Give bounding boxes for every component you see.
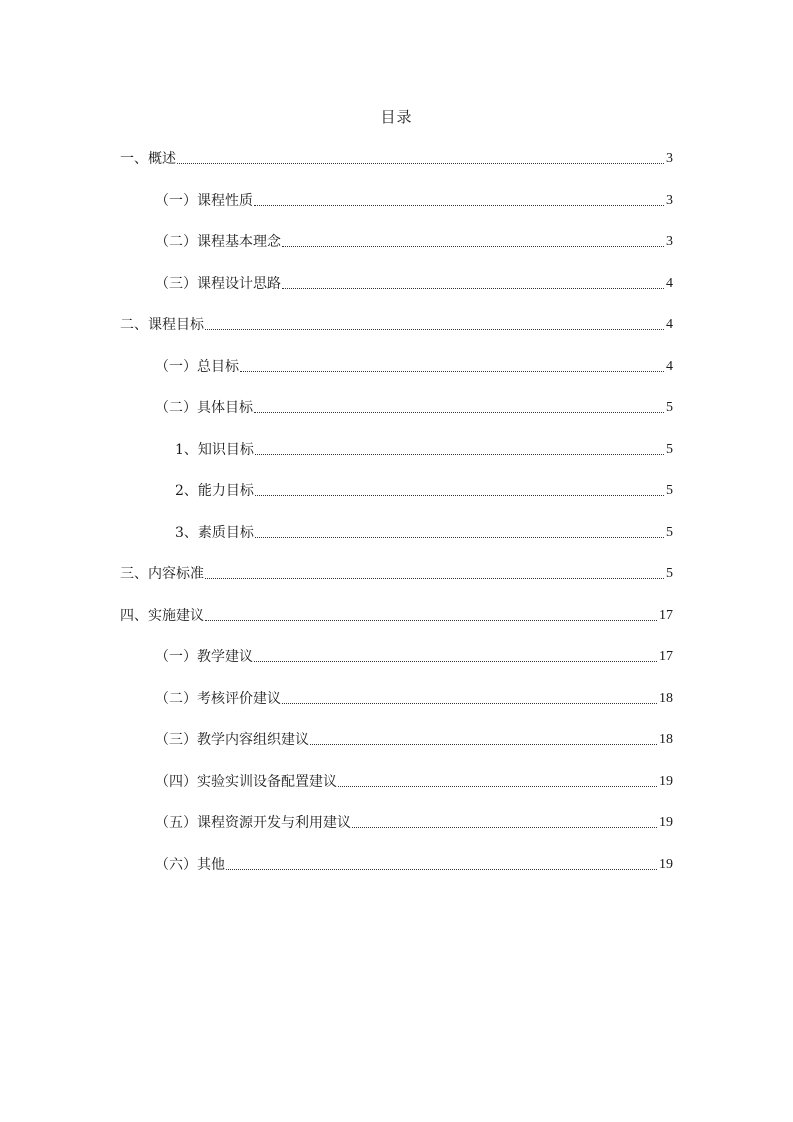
toc-entry-knowledge-goals[interactable] [175,439,673,461]
toc-entry-page: 3 [666,234,673,249]
toc-entry-label: 3、素质目标 [175,524,254,541]
toc-entry-specific-goals[interactable] [155,397,673,419]
toc-entry-label: （四）实验实训设备配置建议 [155,773,337,790]
dot-leader [282,246,664,247]
toc-entry-lab-equipment[interactable] [155,771,673,793]
toc-entry-label: （三）教学内容组织建议 [155,732,309,748]
toc-entry-label: 一、概述 [120,151,176,167]
dot-leader [254,205,664,206]
toc-entry-page: 18 [659,690,673,706]
toc-entry-page: 3 [666,151,673,166]
toc-entry-page: 3 [666,192,673,208]
toc-entry-label: 三、内容标准 [120,566,204,582]
dot-leader [205,578,664,579]
toc-entry-implementation[interactable] [120,605,673,627]
dot-leader [240,371,664,372]
toc-entry-page: 5 [666,566,673,581]
toc-entry-course-design[interactable] [155,273,673,295]
dot-leader [254,661,657,662]
dot-leader [338,786,657,787]
toc-entry-label: （一）教学建议 [155,649,253,665]
dot-leader [255,454,664,455]
toc-entry-content-standards[interactable] [120,563,673,585]
toc-entry-label: （六）其他 [155,856,225,873]
dot-leader [205,620,657,621]
toc-entry-page: 5 [666,400,673,415]
dot-leader [282,703,657,704]
toc-entry-quality-goals[interactable] [175,522,673,544]
toc-entry-label: （一）总目标 [155,358,239,375]
toc-title: 目录 [380,108,413,126]
toc-entry-course-philosophy[interactable] [155,231,673,253]
dot-leader [255,537,664,538]
toc-entry-page: 17 [659,607,673,623]
toc-entry-page: 19 [659,815,673,830]
toc-entry-overview[interactable] [120,148,673,170]
toc-entry-label: （五）课程资源开发与利用建议 [155,815,351,831]
dot-leader [226,869,657,870]
toc-entry-overall-goal[interactable] [155,356,673,378]
toc-entry-teaching[interactable] [155,646,673,668]
dot-leader [282,288,664,289]
toc-entry-label: 四、实施建议 [120,607,204,624]
toc-entry-label: （二）考核评价建议 [155,690,281,707]
toc-entry-course-goals[interactable] [120,314,673,336]
dot-leader [255,495,664,496]
toc-entry-label: （一）课程性质 [155,192,253,209]
toc-entry-page: 17 [659,649,673,664]
toc-entry-assessment[interactable] [155,688,673,710]
toc-entry-label: （二）具体目标 [155,400,253,416]
dot-leader [310,744,657,745]
dot-leader [205,329,664,330]
toc-entry-label: （三）课程设计思路 [155,275,281,292]
dot-leader [254,412,664,413]
toc-entry-course-nature[interactable] [155,190,673,212]
toc-entry-page: 5 [666,524,673,540]
dot-leader [352,827,657,828]
toc-entry-page: 19 [659,856,673,872]
toc-entry-ability-goals[interactable] [175,480,673,502]
toc-entry-page: 4 [666,358,673,374]
dot-leader [177,163,664,164]
toc-entry-label: （二）课程基本理念 [155,234,281,250]
toc-entry-page: 5 [666,441,673,457]
toc-entry-page: 18 [659,732,673,747]
toc-entry-page: 5 [666,483,673,498]
toc-entry-page: 19 [659,773,673,789]
toc-entry-label: 2、能力目标 [175,483,254,499]
toc-entry-resources[interactable] [155,812,673,834]
toc-entry-other[interactable] [155,854,673,876]
toc-entry-content-organization[interactable] [155,729,673,751]
toc-entry-label: 1、知识目标 [175,441,254,458]
toc-entry-page: 4 [666,317,673,332]
toc-entry-page: 4 [666,275,673,291]
toc-entry-label: 二、课程目标 [120,317,204,333]
